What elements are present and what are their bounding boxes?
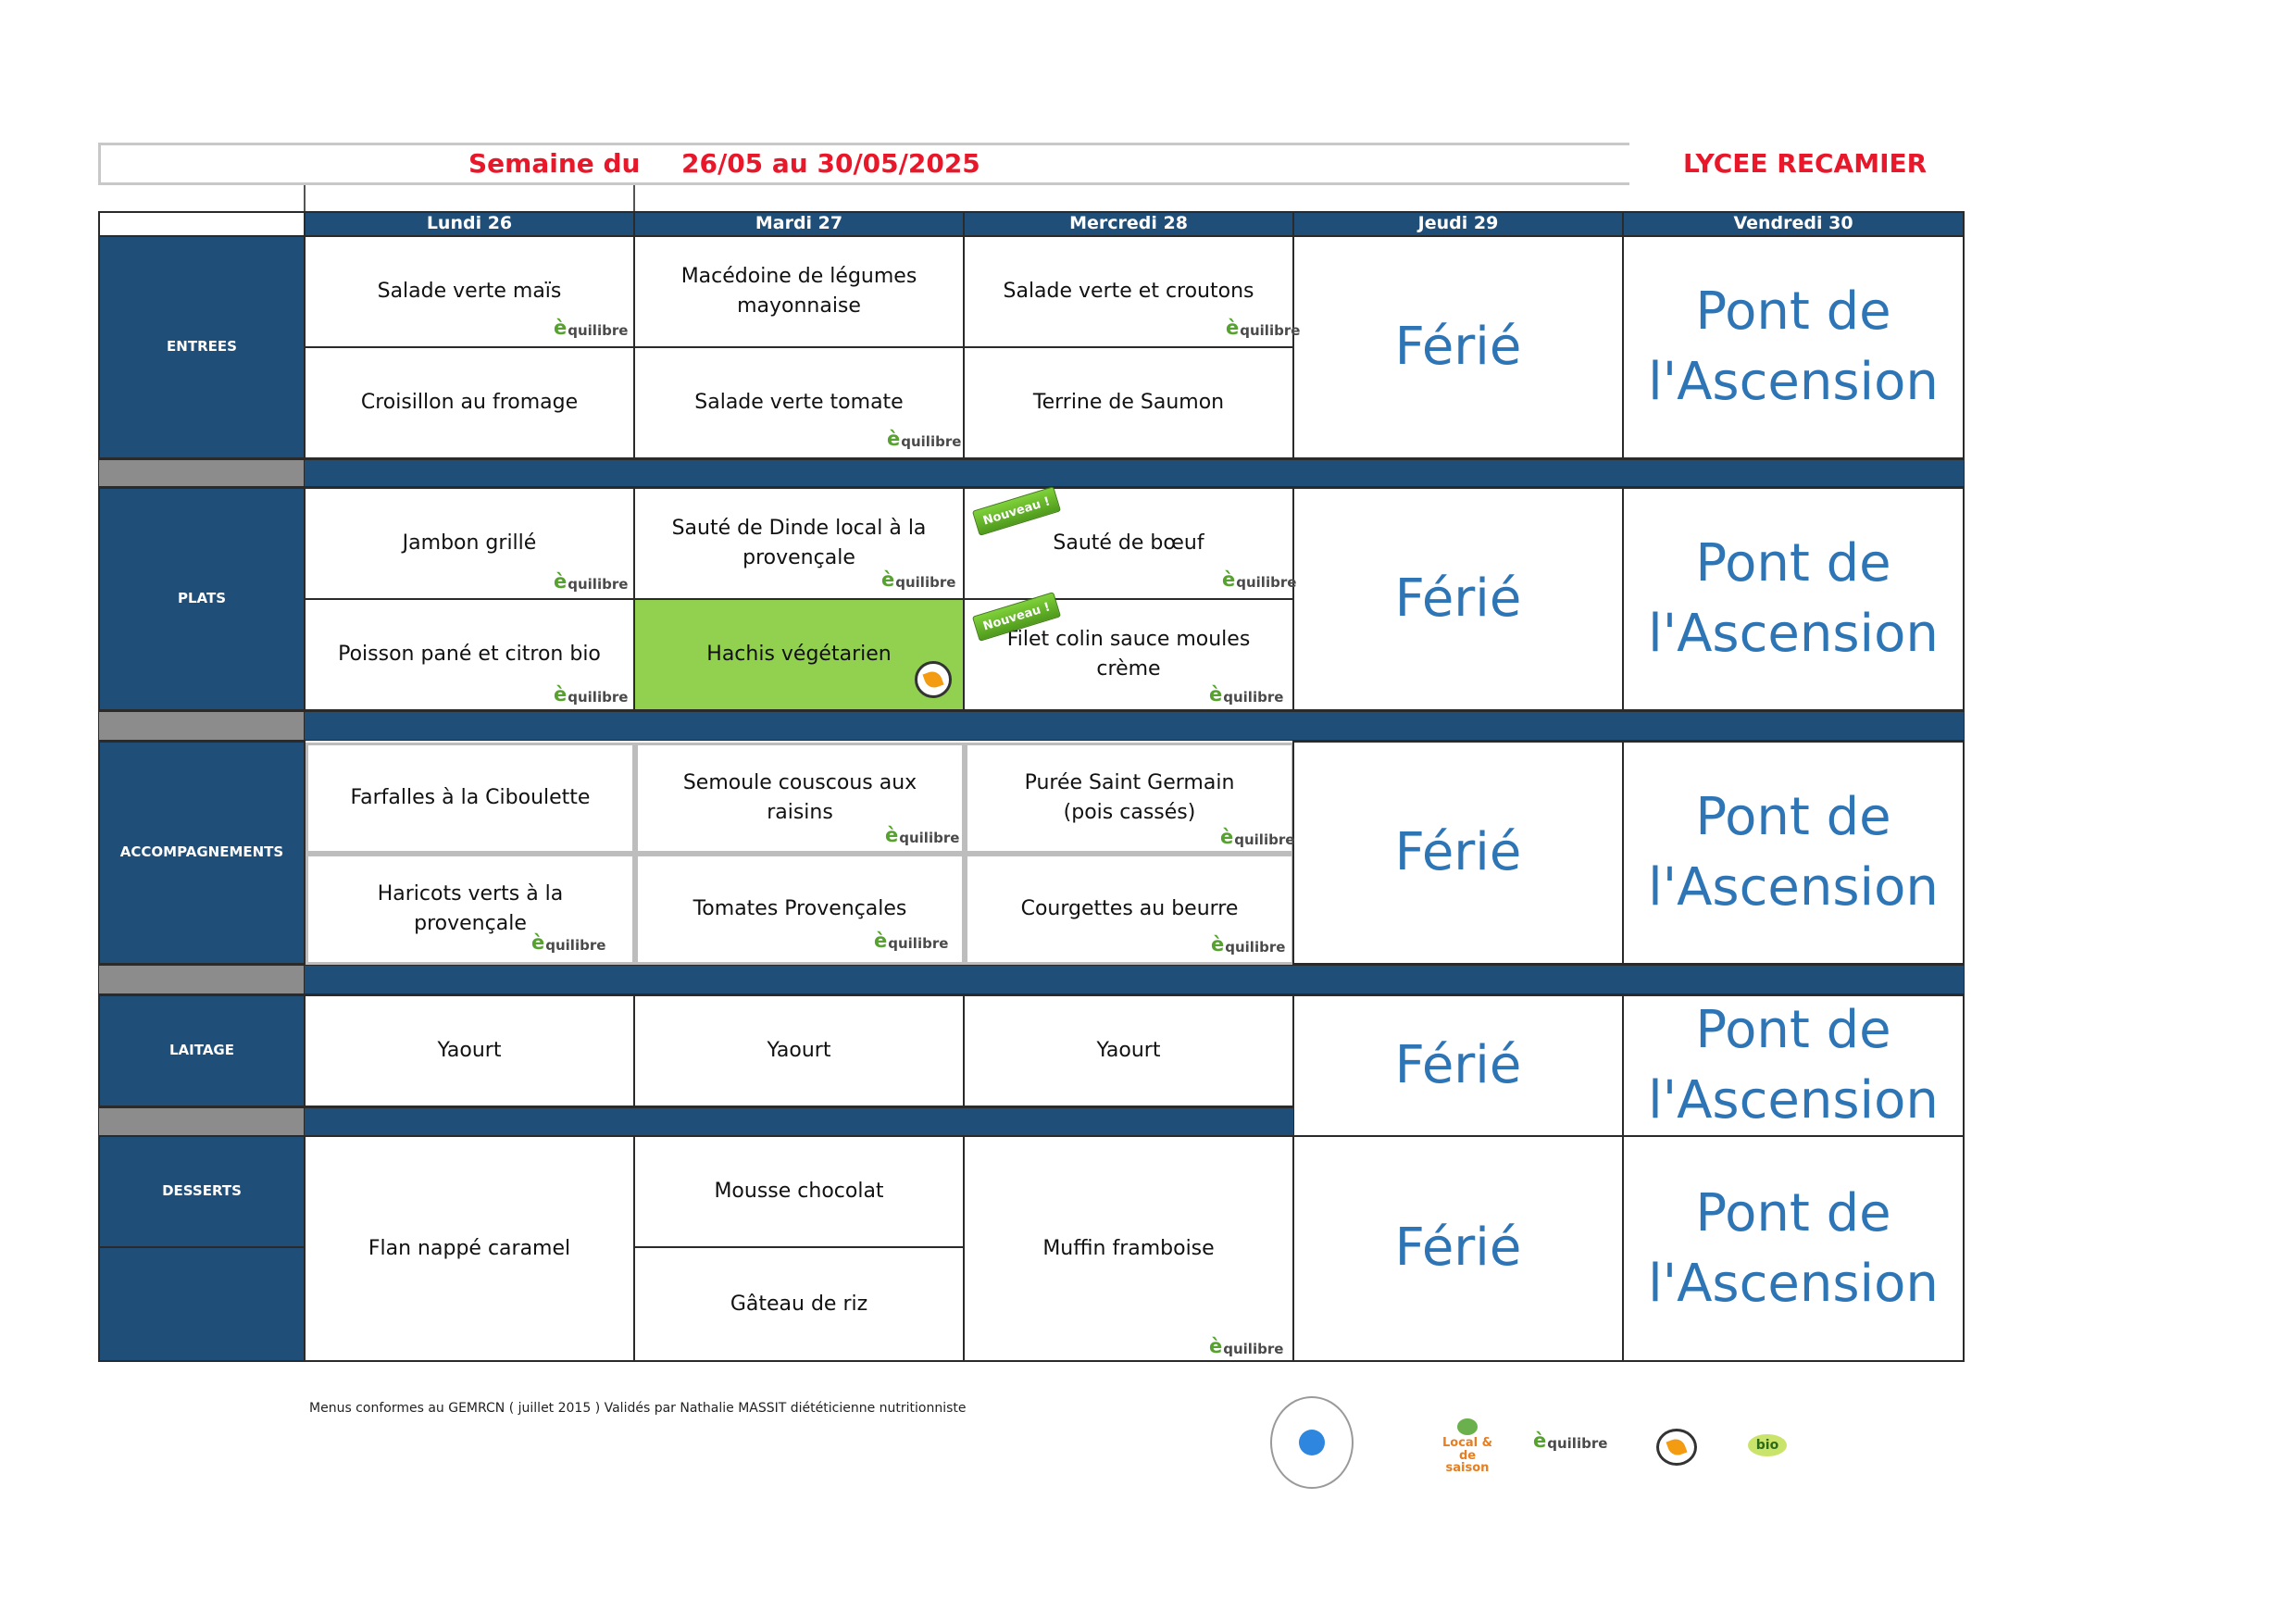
footer-note: Menus conformes au GEMRCN ( juillet 2015 ) Validés par Nathalie MASSIT diététicienne nutritionniste	[309, 1401, 967, 1416]
school-name: LYCEE RECAMIER	[1683, 148, 1928, 179]
menu-table	[98, 211, 1965, 1362]
equilibre-logo-icon: è quilibre	[554, 317, 629, 339]
corner-cell	[98, 211, 306, 237]
region-logo-icon	[1270, 1396, 1354, 1489]
category-plats: PLATS	[98, 487, 306, 711]
equilibre-logo-icon: è quilibre	[531, 931, 606, 954]
equilibre-logo-icon: è quilibre	[1226, 317, 1301, 339]
pont-cell: Pont de l'Ascension	[1622, 235, 1965, 459]
ferie-cell: Férié	[1292, 1135, 1624, 1362]
equilibre-logo-icon: è quilibre	[1220, 826, 1295, 848]
equilibre-logo-icon: è quilibre	[1209, 1335, 1284, 1357]
menu-item: Tomates Provençales	[635, 854, 965, 965]
menu-item: Terrine de Saumon	[963, 346, 1294, 459]
menu-item: Semoule couscous aux raisins	[635, 743, 965, 854]
menu-item: Macédoine de légumes mayonnaise	[633, 235, 965, 348]
header-divider	[304, 185, 306, 211]
menu-item: Muffin framboise	[963, 1135, 1294, 1362]
menu-item: Sauté de bœuf	[963, 487, 1294, 600]
equilibre-logo-icon: è quilibre	[885, 824, 960, 846]
category-entrees: ENTREES	[98, 235, 306, 459]
menu-item: Courgettes au beurre	[965, 854, 1294, 965]
day-header-vendredi: Vendredi 30	[1622, 211, 1965, 237]
day-header-jeudi: Jeudi 29	[1292, 211, 1624, 237]
menu-item: Poisson pané et citron bio	[304, 598, 635, 711]
local-de-saison-logo-icon: Local & de saison	[1437, 1418, 1498, 1475]
category-desserts: DESSERTS	[98, 1135, 306, 1248]
menu-item: Gâteau de riz	[633, 1246, 965, 1362]
equilibre-logo-icon: è quilibre	[1211, 933, 1286, 956]
equilibre-logo-icon: è quilibre	[881, 568, 956, 591]
menu-item: Croisillon au fromage	[304, 346, 635, 459]
equilibre-logo-icon: è quilibre	[554, 683, 629, 706]
equilibre-logo-icon: è quilibre	[1533, 1430, 1608, 1452]
header-divider	[633, 185, 635, 211]
ferie-cell: Férié	[1292, 235, 1624, 459]
row-separator	[98, 965, 306, 994]
bio-logo-icon: bio	[1748, 1434, 1787, 1456]
menu-item: Purée Saint Germain (pois cassés)	[965, 743, 1294, 854]
category-laitage: LAITAGE	[98, 994, 306, 1107]
pont-cell: Pont de l'Ascension	[1622, 741, 1965, 965]
menu-item: Yaourt	[633, 994, 965, 1107]
row-separator	[304, 965, 1965, 994]
ferie-cell: Férié	[1292, 741, 1624, 965]
nouveau-badge: Nouveau !	[972, 592, 1061, 642]
vegetarian-leaf-icon	[1656, 1429, 1697, 1466]
equilibre-logo-icon: è quilibre	[1209, 683, 1284, 706]
pont-cell: Pont de l'Ascension	[1622, 994, 1965, 1137]
menu-item: Yaourt	[963, 994, 1294, 1107]
ferie-cell: Férié	[1292, 994, 1624, 1137]
menu-item: Filet colin sauce moules crème	[963, 598, 1294, 711]
nouveau-badge: Nouveau !	[972, 486, 1061, 536]
menu-item: Haricots verts à la provençale	[306, 854, 635, 965]
menu-item: Farfalles à la Ciboulette	[306, 743, 635, 854]
menu-item: Salade verte et croutons	[963, 235, 1294, 348]
day-header-mercredi: Mercredi 28	[963, 211, 1294, 237]
day-header-lundi: Lundi 26	[304, 211, 635, 237]
category-desserts-continued	[98, 1246, 306, 1362]
row-separator	[304, 459, 1965, 487]
pont-cell: Pont de l'Ascension	[1622, 1135, 1965, 1362]
menu-item: Flan nappé caramel	[304, 1135, 635, 1362]
menu-item-vegetarian: Hachis végétarien	[633, 598, 965, 711]
week-date-range: 26/05 au 30/05/2025	[681, 148, 980, 179]
row-separator	[304, 711, 1965, 741]
equilibre-logo-icon: è quilibre	[874, 930, 949, 952]
row-separator	[98, 459, 306, 487]
equilibre-logo-icon: è quilibre	[887, 428, 962, 450]
equilibre-logo-icon: è quilibre	[554, 570, 629, 593]
day-header-mardi: Mardi 27	[633, 211, 965, 237]
category-accompagnements: ACCOMPAGNEMENTS	[98, 741, 306, 965]
ferie-cell: Férié	[1292, 487, 1624, 711]
pont-cell: Pont de l'Ascension	[1622, 487, 1965, 711]
menu-item: Jambon grillé	[304, 487, 635, 600]
vegetarian-leaf-icon	[915, 661, 952, 698]
menu-item: Sauté de Dinde local à la provençale	[633, 487, 965, 600]
equilibre-logo-icon: è quilibre	[1222, 568, 1297, 591]
menu-item: Salade verte tomate	[633, 346, 965, 459]
week-label: Semaine du	[468, 148, 641, 179]
row-separator	[98, 1107, 306, 1137]
row-separator	[304, 1107, 1294, 1137]
menu-item: Yaourt	[304, 994, 635, 1107]
menu-item: Mousse chocolat	[633, 1135, 965, 1248]
menu-item: Salade verte maïs	[304, 235, 635, 348]
row-separator	[98, 711, 306, 741]
